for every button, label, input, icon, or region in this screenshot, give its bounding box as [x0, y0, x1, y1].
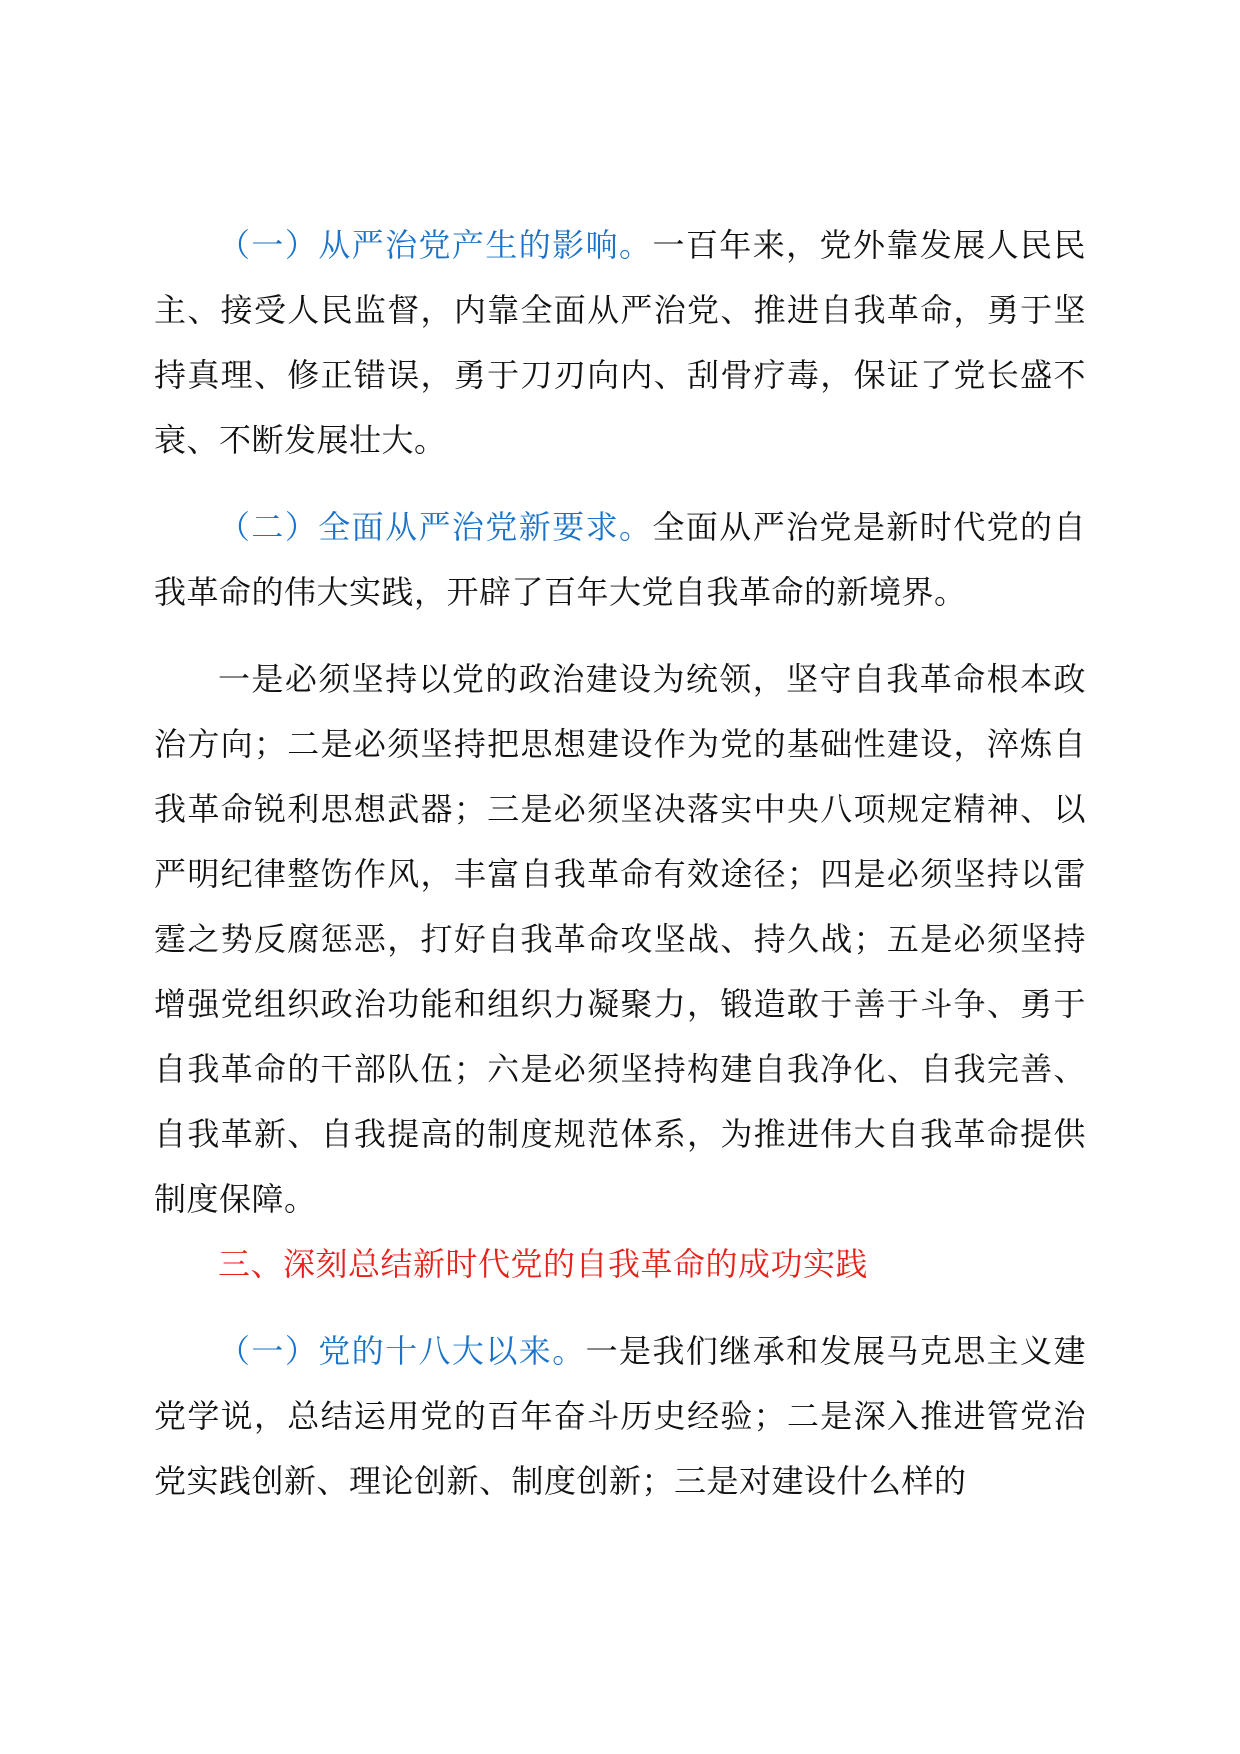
paragraph-new-requirements-body: 全面从严治党是新时代党的自我革命的伟大实践，开辟了百年大党自我革命的新境界。: [154, 508, 1086, 611]
paragraph-since-18th-congress: [154, 1319, 1086, 1514]
paragraph-six-musts-body: 一是必须坚持以党的政治建设为统领，坚守自我革命根本政治方向；二是必须坚持把思想建设作为党的基础性建设，淬炼自我革命锐利思想武器；三是必须坚决落实中央八项规定精神、以严明纪律整饬作风，丰富自我革命有效途径；四是必须坚持以雷霆之势反腐惩恶，打好自我革命攻坚战、持久战；五是必须坚持增强党组织政治功能和组织力凝聚力，锻造敢于善于斗争、勇于自我革命的干部队伍；六是必须坚持构建自我净化、自我完善、自我革新、自我提高的制度规范体系，为推进伟大自我革命提供制度保障。: [154, 660, 1086, 1218]
paragraph-six-musts: [154, 647, 1086, 1232]
document-page: [154, 213, 1086, 1514]
paragraph-impact: [154, 213, 1086, 473]
subheading-since-18th-congress: （一）党的十八大以来。: [218, 1332, 586, 1370]
section-heading: 三、深刻总结新时代党的自我革命的成功实践: [218, 1245, 869, 1283]
subheading-new-requirements: （二）全面从严治党新要求。: [218, 508, 653, 546]
subheading-impact: （一）从严治党产生的影响。: [218, 226, 653, 264]
paragraph-impact-body: 一百年来，党外靠发展人民民主、接受人民监督，内靠全面从严治党、推进自我革命，勇于坚持真理、修正错误，勇于刀刃向内、刮骨疗毒，保证了党长盛不衰、不断发展壮大。: [154, 226, 1086, 459]
paragraph-since-18th-congress-body: 一是我们继承和发展马克思主义建党学说，总结运用党的百年奋斗历史经验；二是深入推进管党治党实践创新、理论创新、制度创新；三是对建设什么样的: [154, 1332, 1086, 1500]
paragraph-new-requirements: [154, 495, 1086, 625]
